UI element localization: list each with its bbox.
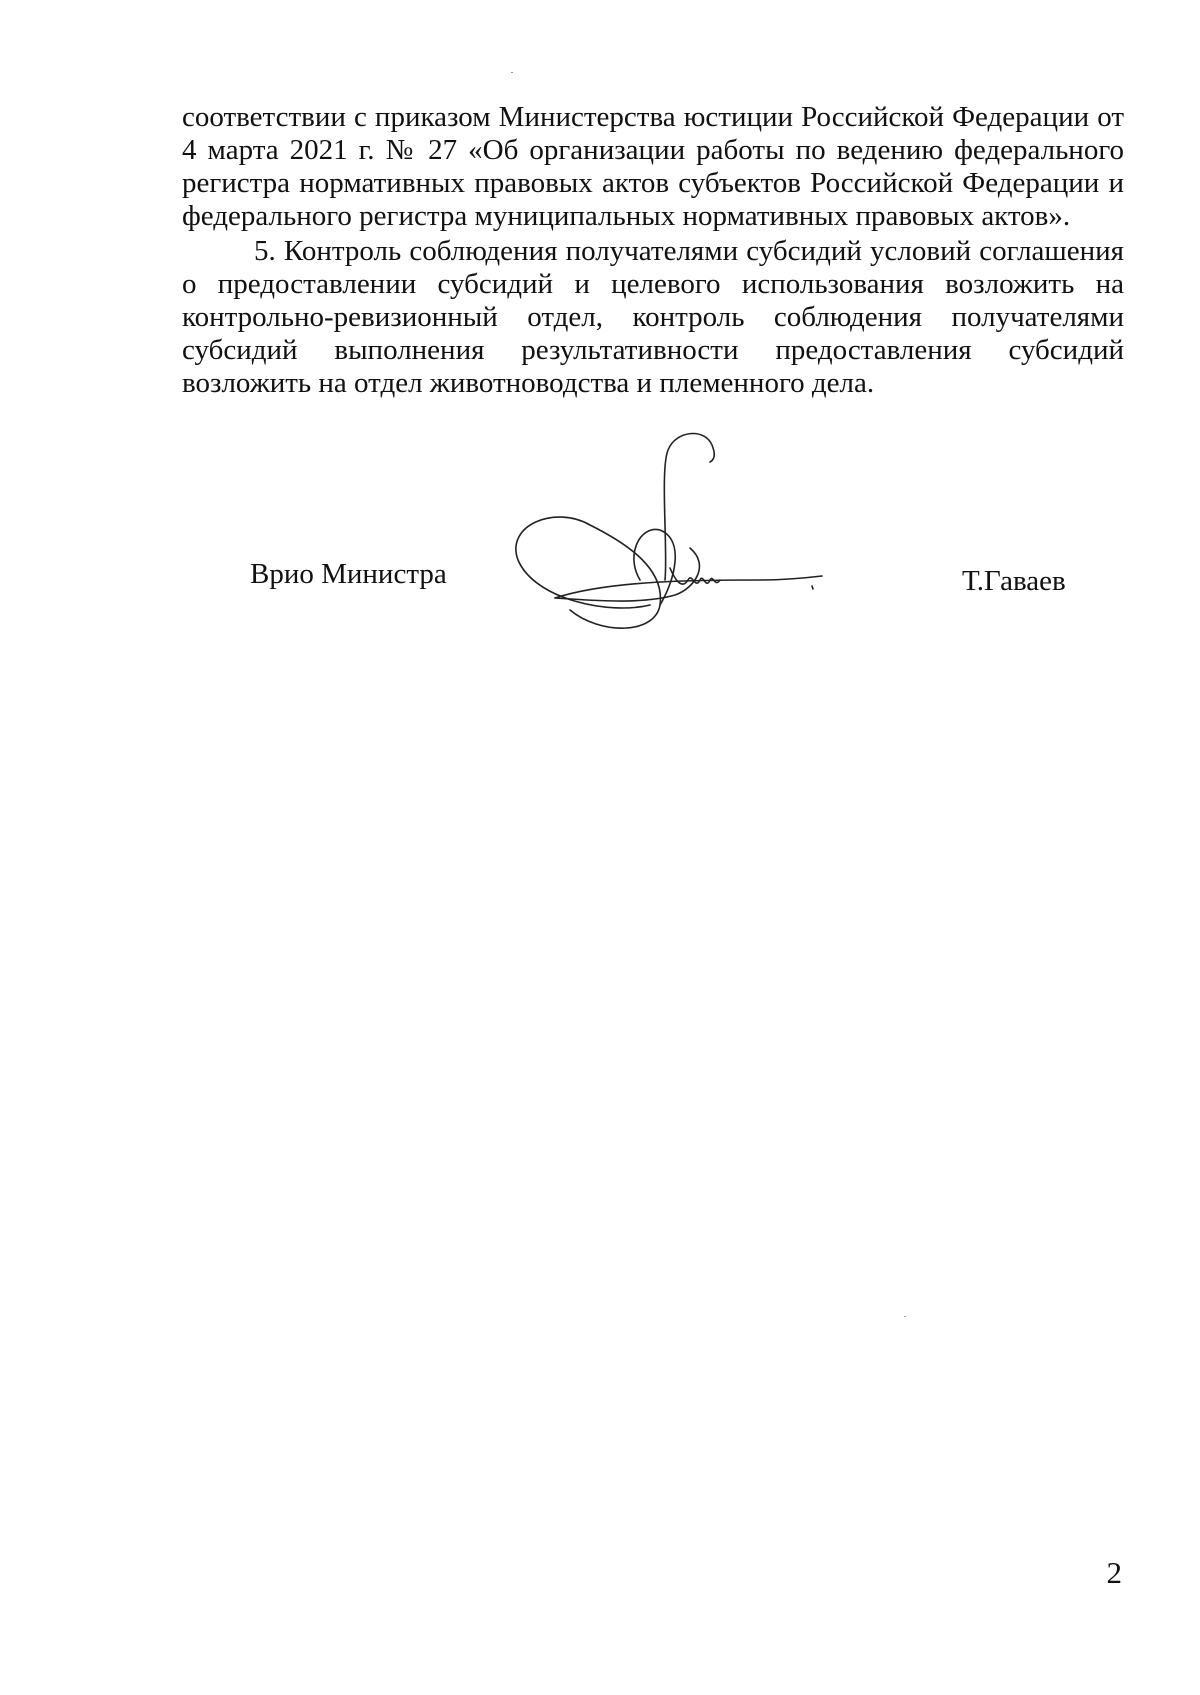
signer-name: Т.Гаваев bbox=[962, 565, 1066, 597]
signer-title: Врио Министра bbox=[250, 558, 447, 590]
handwritten-signature-icon bbox=[500, 430, 840, 640]
page-number: 2 bbox=[1106, 1555, 1122, 1590]
paragraph-5: 5. Контроль соблюдения получателями субсидий условий соглашения о предоставлении субсидий и целевого использования возложить на контрольно-ревизионный отдел, контроль соблюдения получателями субсидий выполнения результативности предоставления субсидий возложить на отдел животноводства и племенного дела. bbox=[182, 235, 1124, 399]
paragraph-continuation: соответствии с приказом Министерства юстиции Российской Федерации от 4 марта 2021 г. № 27 «Об организации работы по ведению федерального регистра нормативных правовых актов субъектов Российской Федерации и федерального регистра муниципальных нормативных правовых актов». bbox=[182, 101, 1124, 232]
scan-speck bbox=[904, 1316, 906, 1317]
signature-block bbox=[0, 0, 1200, 700]
